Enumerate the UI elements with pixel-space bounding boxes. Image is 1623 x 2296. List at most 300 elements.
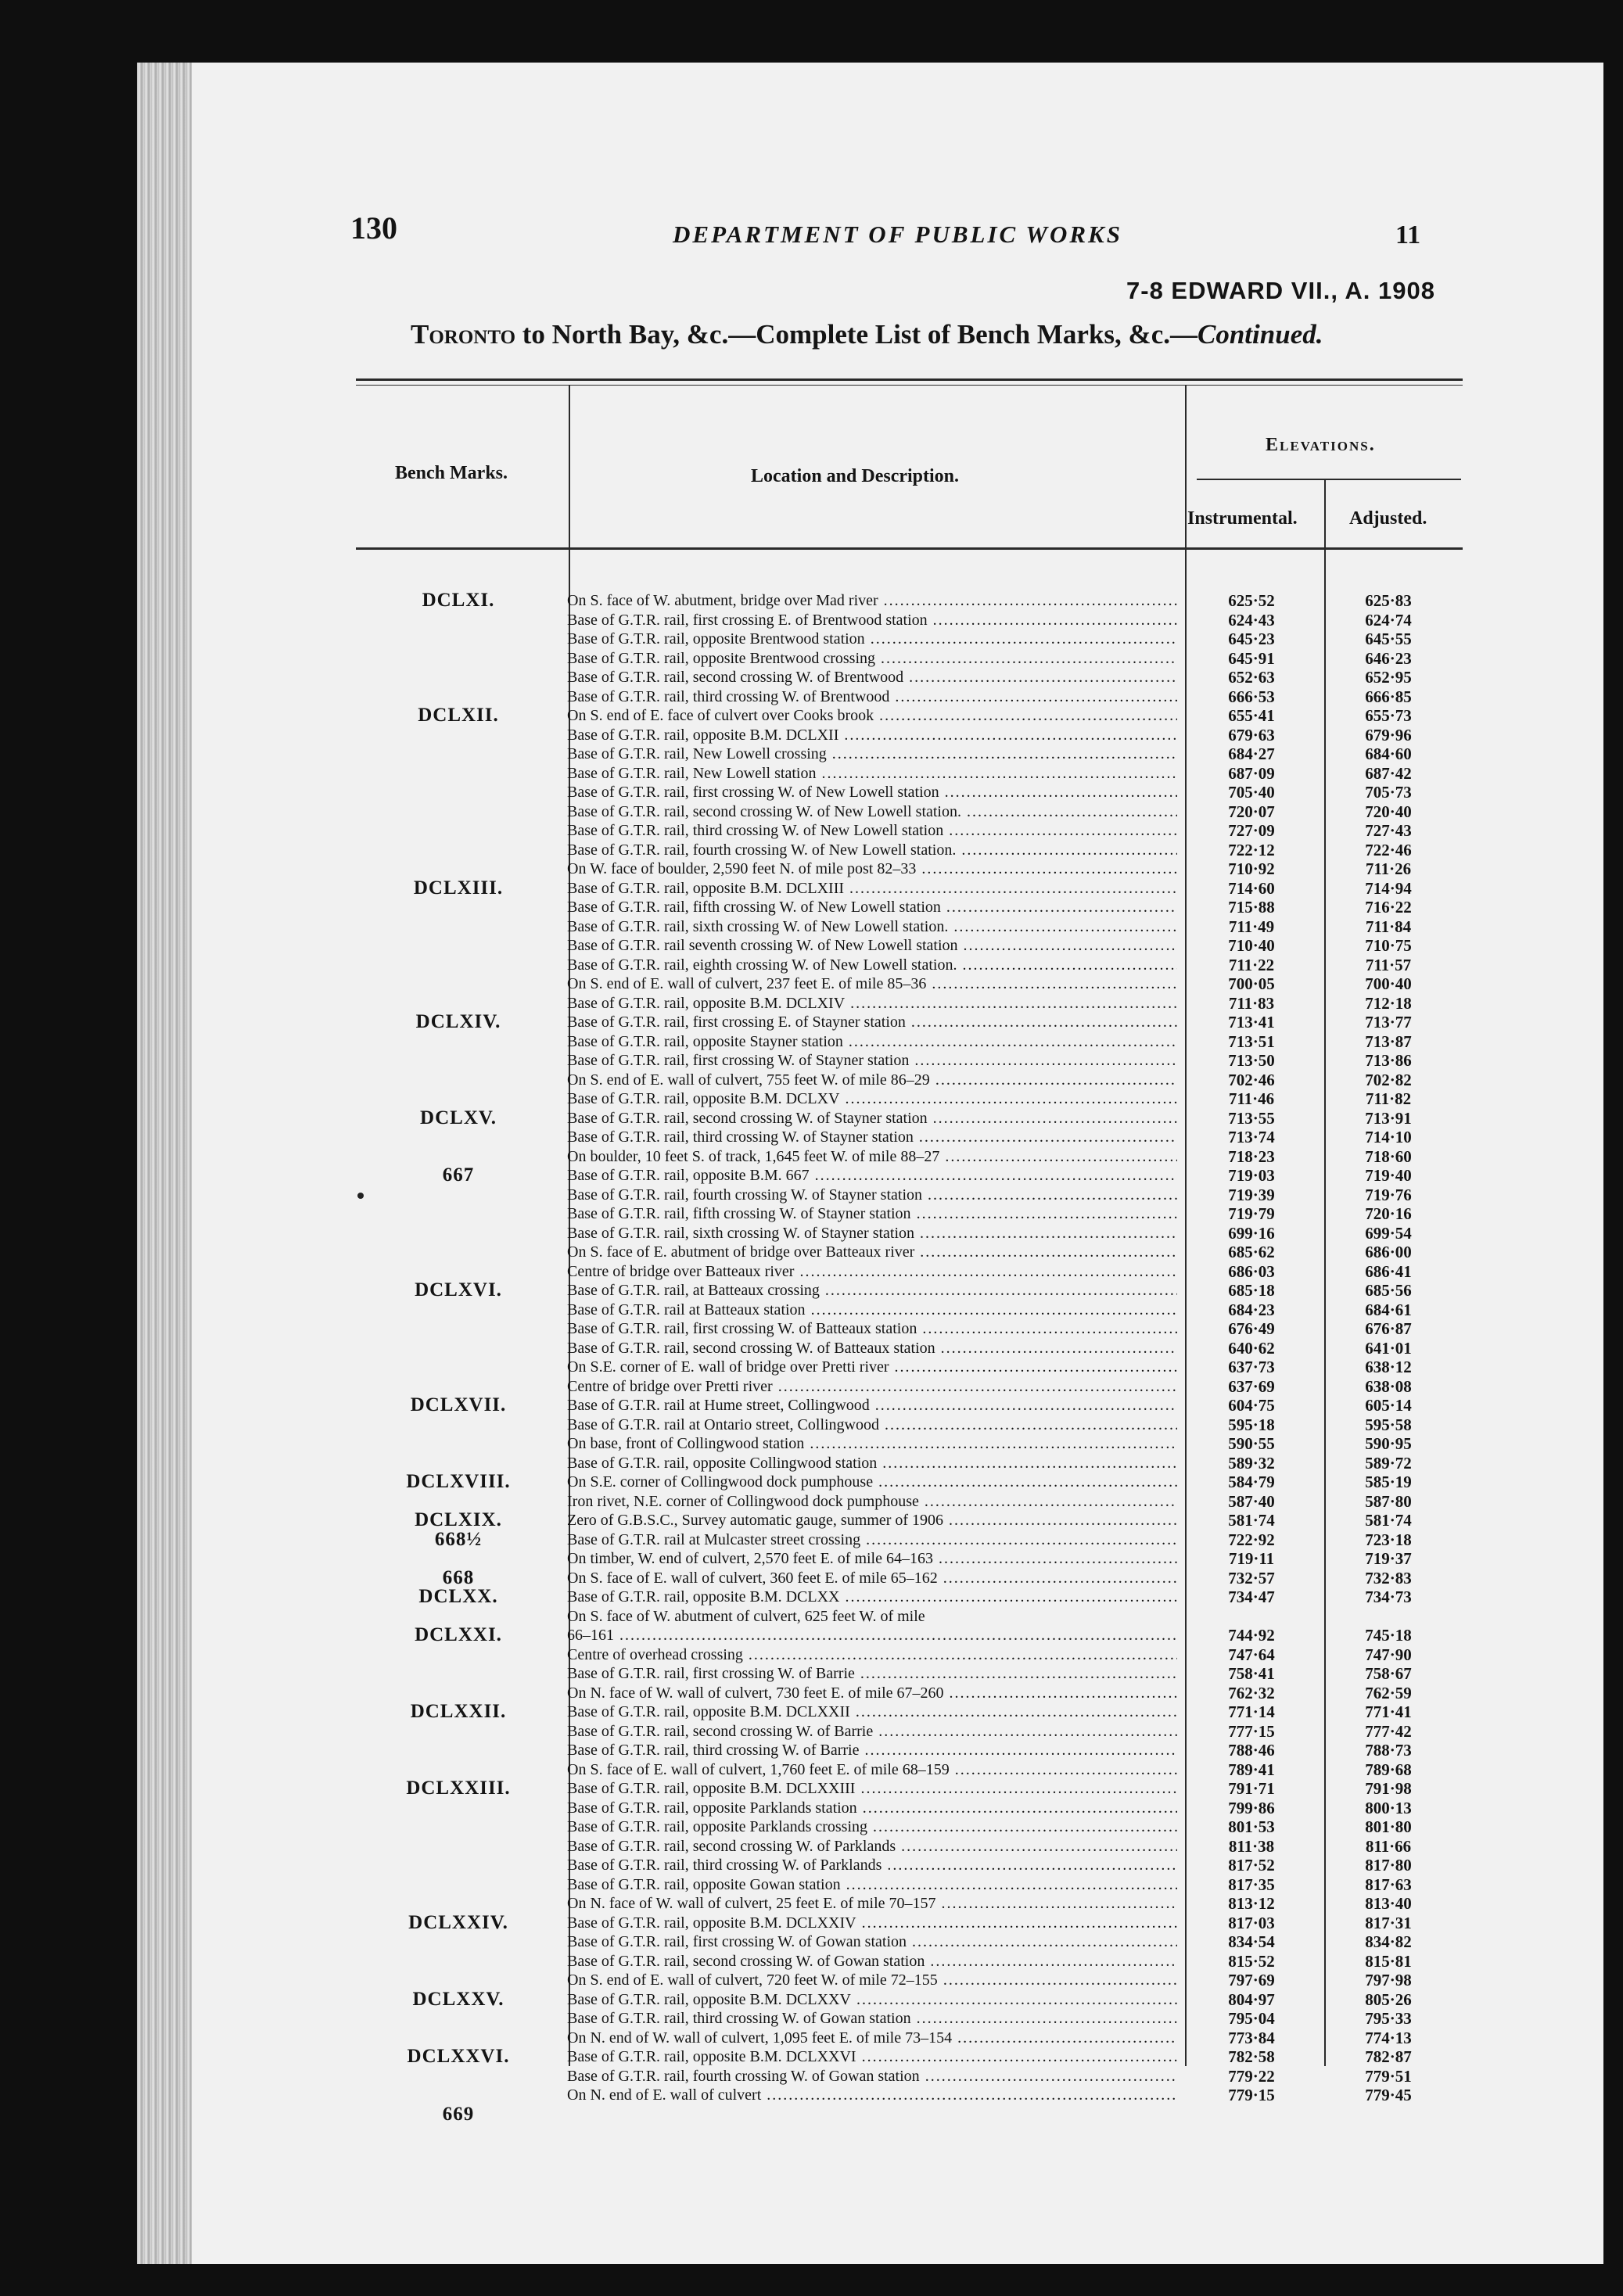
table-row [567, 1587, 1467, 1607]
location-description: Base of G.T.R. rail, opposite B.M. DCLXXIV ..... [567, 1914, 1177, 1933]
instrumental-elevation: 711·83 [1228, 993, 1275, 1013]
bench-mark-label: 668½ [434, 1528, 483, 1550]
table-row [567, 1932, 1467, 1952]
caption-continued: Continued. [1198, 319, 1323, 350]
adjusted-elevation: 713·87 [1365, 1031, 1412, 1051]
location-description: Base of G.T.R. rail, second crossing W. of Stayner station ..... [567, 1109, 1177, 1128]
instrumental-elevation: 710·40 [1228, 936, 1275, 955]
instrumental-elevation: 711·49 [1228, 917, 1275, 936]
location-description: Base of G.T.R. rail, first crossing W. of Barrie ..... [567, 1664, 1177, 1684]
location-description: Base of G.T.R. rail seventh crossing W. of New Lowell station ..... [567, 936, 1177, 956]
table-row [567, 1779, 1467, 1799]
table-row [567, 1549, 1467, 1569]
adjusted-elevation: 655·73 [1365, 706, 1412, 725]
stray-ink-dot [357, 1193, 364, 1199]
table-row [567, 2009, 1467, 2029]
adjusted-elevation: 805·26 [1365, 1989, 1412, 2009]
adjusted-elevation: 685·56 [1365, 1281, 1412, 1300]
location-description: Base of G.T.R. rail, first crossing E. of Stayner station ..... [567, 1013, 1177, 1032]
location-description: Base of G.T.R. rail, opposite B.M. DCLXII ..... [567, 726, 1177, 745]
adjusted-elevation: 758·67 [1365, 1664, 1412, 1683]
location-description: 66–161 ..... [567, 1626, 1177, 1645]
instrumental-elevation: 817·03 [1228, 1913, 1275, 1932]
adjusted-elevation: 711·82 [1365, 1089, 1412, 1108]
instrumental-elevation: 719·03 [1228, 1166, 1275, 1185]
instrumental-elevation: 734·47 [1228, 1587, 1275, 1606]
table-row [567, 1837, 1467, 1857]
adjusted-elevation: 684·60 [1365, 744, 1412, 763]
table-row [567, 879, 1467, 899]
adjusted-elevation: 782·87 [1365, 2047, 1412, 2066]
table-row [567, 936, 1467, 956]
location-description: Base of G.T.R. rail, third crossing W. of Barrie ..... [567, 1741, 1177, 1760]
location-description: On S. face of E. abutment of bridge over Batteaux river ..... [567, 1243, 1177, 1262]
instrumental-elevation: 686·03 [1228, 1261, 1275, 1281]
adjusted-elevation: 585·19 [1365, 1473, 1412, 1491]
instrumental-elevation: 777·15 [1228, 1721, 1275, 1741]
table-row [567, 611, 1467, 630]
instrumental-elevation: 652·63 [1228, 668, 1275, 687]
adjusted-elevation: 587·80 [1365, 1491, 1412, 1511]
adjusted-elevation: 834·82 [1365, 1932, 1412, 1951]
instrumental-elevation: 719·11 [1228, 1549, 1275, 1568]
table-row [567, 974, 1467, 994]
adjusted-elevation: 624·74 [1365, 610, 1412, 630]
bench-mark-label: DCLXVI. [415, 1279, 502, 1300]
instrumental-elevation: 795·04 [1228, 2009, 1275, 2028]
header-bottom-rule [356, 547, 1463, 550]
location-description: On S. end of E. wall of culvert, 237 feet E. of mile 85–36 ..... [567, 974, 1177, 994]
instrumental-elevation: 637·73 [1228, 1358, 1275, 1376]
table-caption [411, 319, 1323, 350]
table-row [567, 726, 1467, 745]
table-row [567, 859, 1467, 879]
adjusted-elevation: 581·74 [1365, 1511, 1412, 1530]
instrumental-elevation: 732·57 [1228, 1568, 1275, 1587]
instrumental-elevation: 700·05 [1228, 974, 1275, 993]
page-stack-edge [137, 63, 192, 2264]
location-description: Base of G.T.R. rail, opposite B.M. DCLXXV ..... [567, 1990, 1177, 2010]
table-row [567, 1492, 1467, 1512]
table-row [567, 1799, 1467, 1818]
location-description: Base of G.T.R. rail, second crossing W. of Brentwood ..... [567, 668, 1177, 687]
bench-mark-label: DCLXXI. [415, 1624, 502, 1645]
instrumental-elevation: 715·88 [1228, 898, 1275, 917]
adjusted-elevation: 666·85 [1365, 687, 1412, 706]
column-header-adjusted: Adjusted. [1349, 508, 1427, 529]
instrumental-elevation: 714·60 [1228, 878, 1275, 898]
adjusted-elevation: 676·87 [1365, 1319, 1412, 1338]
adjusted-elevation: 718·60 [1365, 1146, 1412, 1166]
table-row [567, 2047, 1467, 2067]
adjusted-elevation: 779·45 [1365, 2086, 1412, 2104]
table-row [567, 744, 1467, 764]
adjusted-elevation: 719·76 [1365, 1185, 1412, 1204]
table-row [567, 687, 1467, 707]
location-description: Base of G.T.R. rail at Mulcaster street crossing ..... [567, 1530, 1177, 1550]
adjusted-elevation: 714·94 [1365, 878, 1412, 898]
instrumental-elevation: 640·62 [1228, 1338, 1275, 1358]
adjusted-elevation: 813·40 [1365, 1894, 1412, 1913]
table-row [567, 2067, 1467, 2086]
table-row [567, 649, 1467, 669]
table-row [567, 1415, 1467, 1435]
adjusted-elevation: 638·12 [1365, 1358, 1412, 1376]
adjusted-elevation: 638·08 [1365, 1376, 1412, 1396]
adjusted-elevation: 652·95 [1365, 668, 1412, 687]
adjusted-elevation: 788·73 [1365, 1741, 1412, 1760]
regnal-year: 7-8 EDWARD VII., A. 1908 [1126, 277, 1435, 304]
elevations-rule [1197, 479, 1461, 480]
adjusted-elevation: 719·40 [1365, 1166, 1412, 1185]
table-row [567, 1300, 1467, 1320]
adjusted-elevation: 720·16 [1365, 1204, 1412, 1223]
table-row [567, 1281, 1467, 1300]
table-row [567, 1626, 1467, 1645]
location-description: Base of G.T.R. rail, opposite B.M. 667 ..... [567, 1166, 1177, 1186]
instrumental-elevation: 791·71 [1228, 1779, 1275, 1798]
location-description: Base of G.T.R. rail, opposite B.M. DCLXXII ..... [567, 1702, 1177, 1722]
location-description: Base of G.T.R. rail, third crossing W. of Gowan station ..... [567, 2009, 1177, 2029]
location-description: On S. face of W. abutment, bridge over Mad river ..... [567, 591, 1177, 611]
table-row [567, 1722, 1467, 1742]
adjusted-elevation: 700·40 [1365, 974, 1412, 993]
table-row [567, 1914, 1467, 1933]
location-description: Base of G.T.R. rail, second crossing W. of Gowan station ..... [567, 1952, 1177, 1971]
location-description: On timber, W. end of culvert, 2,570 feet E. of mile 64–163 ..... [567, 1549, 1177, 1569]
instrumental-elevation: 589·32 [1228, 1453, 1275, 1473]
bench-mark-label: DCLXII. [418, 705, 499, 726]
location-description: Base of G.T.R. rail, fifth crossing W. of New Lowell station ..... [567, 898, 1177, 917]
adjusted-elevation: 800·13 [1365, 1798, 1412, 1817]
instrumental-elevation: 711·22 [1228, 955, 1275, 974]
sessional-paper-number: 11 [1395, 221, 1421, 249]
table-row [567, 1684, 1467, 1703]
table-row [567, 630, 1467, 649]
adjusted-elevation: 714·10 [1365, 1128, 1412, 1146]
adjusted-elevation: 646·23 [1365, 648, 1412, 668]
location-description: Base of G.T.R. rail, opposite Stayner station ..... [567, 1032, 1177, 1052]
instrumental-elevation: 713·50 [1228, 1051, 1275, 1070]
table-row [567, 841, 1467, 860]
adjusted-elevation: 590·95 [1365, 1434, 1412, 1453]
location-description: Base of G.T.R. rail, opposite B.M. DCLXV ..... [567, 1089, 1177, 1109]
location-description: On N. end of E. wall of culvert ..... [567, 2086, 1177, 2105]
table-row [567, 1013, 1467, 1032]
adjusted-elevation: 797·98 [1365, 1971, 1412, 1989]
instrumental-elevation: 711·46 [1228, 1089, 1275, 1108]
table-row [567, 1856, 1467, 1875]
table-row [567, 1377, 1467, 1397]
adjusted-elevation: 711·84 [1365, 917, 1412, 936]
top-rule-thin [356, 385, 1463, 386]
instrumental-elevation: 771·14 [1228, 1702, 1275, 1721]
adjusted-elevation: 815·81 [1365, 1951, 1412, 1971]
adjusted-elevation: 732·83 [1365, 1568, 1412, 1587]
location-description: Base of G.T.R. rail, first crossing E. of Brentwood station ..... [567, 611, 1177, 630]
instrumental-elevation: 727·09 [1228, 821, 1275, 840]
adjusted-elevation: 686·41 [1365, 1261, 1412, 1281]
adjusted-elevation: 687·42 [1365, 763, 1412, 783]
instrumental-elevation: 773·84 [1228, 2028, 1275, 2047]
location-description: Zero of G.B.S.C., Survey automatic gauge, summer of 1906 ..... [567, 1511, 1177, 1530]
instrumental-elevation: 744·92 [1228, 1626, 1275, 1645]
adjusted-elevation: 791·98 [1365, 1779, 1412, 1798]
instrumental-elevation: 637·69 [1228, 1376, 1275, 1396]
location-description: Base of G.T.R. rail, fourth crossing W. of Stayner station ..... [567, 1186, 1177, 1205]
location-description: Base of G.T.R. rail, sixth crossing W. of Stayner station ..... [567, 1224, 1177, 1243]
table-row [567, 1952, 1467, 1971]
table-row [567, 1569, 1467, 1588]
caption-route: Toronto [411, 319, 516, 350]
location-description: Base of G.T.R. rail, first crossing W. of Stayner station ..... [567, 1051, 1177, 1071]
adjusted-elevation: 589·72 [1365, 1453, 1412, 1473]
location-description: Base of G.T.R. rail, opposite Gowan station ..... [567, 1875, 1177, 1895]
bench-mark-label: DCLXX. [418, 1586, 498, 1607]
instrumental-elevation: 684·27 [1228, 744, 1275, 763]
instrumental-elevation: 718·23 [1228, 1146, 1275, 1166]
table-row [567, 1204, 1467, 1224]
location-description: Base of G.T.R. rail, third crossing W. of Brentwood ..... [567, 687, 1177, 707]
column-header-instrumental: Instrumental. [1187, 508, 1298, 529]
adjusted-elevation: 734·73 [1365, 1587, 1412, 1606]
bench-mark-label: DCLXXIII. [406, 1778, 511, 1799]
instrumental-elevation: 687·09 [1228, 763, 1275, 783]
instrumental-elevation: 699·16 [1228, 1223, 1275, 1243]
location-description: On S.E. corner of E. wall of bridge over Pretti river ..... [567, 1358, 1177, 1377]
adjusted-elevation: 711·26 [1365, 859, 1412, 878]
adjusted-elevation: 712·18 [1365, 993, 1412, 1013]
table-row [567, 1032, 1467, 1052]
instrumental-elevation: 676·49 [1228, 1319, 1275, 1338]
instrumental-elevation: 817·52 [1228, 1856, 1275, 1874]
table-row [567, 1607, 1467, 1627]
location-description: Base of G.T.R. rail, opposite Parklands crossing ..... [567, 1817, 1177, 1837]
bench-mark-label: DCLXVIII. [406, 1471, 511, 1492]
location-description: Base of G.T.R. rail, fourth crossing W. of New Lowell station. ..... [567, 841, 1177, 860]
instrumental-elevation: 815·52 [1228, 1951, 1275, 1971]
table-row [567, 668, 1467, 687]
instrumental-elevation: 590·55 [1228, 1434, 1275, 1453]
adjusted-elevation: 595·58 [1365, 1415, 1412, 1434]
location-description: Base of G.T.R. rail, New Lowell station ..... [567, 764, 1177, 784]
location-description: On S. face of E. wall of culvert, 1,760 feet E. of mile 68–159 ..... [567, 1760, 1177, 1780]
table-row [567, 1702, 1467, 1722]
table-row [567, 1741, 1467, 1760]
adjusted-elevation: 817·63 [1365, 1874, 1412, 1894]
instrumental-elevation: 587·40 [1228, 1491, 1275, 1511]
table-row [567, 1760, 1467, 1780]
column-header-bench-marks: Bench Marks. [395, 463, 508, 483]
adjusted-elevation: 713·77 [1365, 1013, 1412, 1031]
location-description: Base of G.T.R. rail at Batteaux station ..... [567, 1300, 1177, 1320]
location-description: Base of G.T.R. rail, second crossing W. of Barrie ..... [567, 1722, 1177, 1742]
location-description: Base of G.T.R. rail, opposite B.M. DCLXIV ..... [567, 994, 1177, 1013]
location-description: On N. face of W. wall of culvert, 730 feet E. of mile 67–260 ..... [567, 1684, 1177, 1703]
instrumental-elevation: 799·86 [1228, 1798, 1275, 1817]
adjusted-elevation: 811·66 [1365, 1836, 1412, 1856]
bench-mark-label: DCLXV. [420, 1107, 497, 1128]
table-row [567, 2086, 1467, 2105]
location-description: Base of G.T.R. rail, opposite Brentwood station ..... [567, 630, 1177, 649]
bench-mark-label: DCLXI. [422, 590, 495, 611]
location-description: Base of G.T.R. rail, opposite Parklands station ..... [567, 1799, 1177, 1818]
location-description: Base of G.T.R. rail, second crossing W. of Parklands ..... [567, 1837, 1177, 1857]
adjusted-elevation: 723·18 [1365, 1530, 1412, 1549]
instrumental-elevation: 779·15 [1228, 2086, 1275, 2104]
table-row [567, 1530, 1467, 1550]
table-row [567, 1664, 1467, 1684]
location-description: Base of G.T.R. rail, sixth crossing W. of New Lowell station. ..... [567, 917, 1177, 937]
adjusted-elevation: 774·13 [1365, 2028, 1412, 2047]
adjusted-elevation: 645·55 [1365, 630, 1412, 648]
instrumental-elevation: 782·58 [1228, 2047, 1275, 2066]
table-row [567, 821, 1467, 841]
instrumental-elevation: 747·64 [1228, 1645, 1275, 1664]
adjusted-elevation: 801·80 [1365, 1817, 1412, 1836]
table-row [567, 802, 1467, 822]
location-description: Base of G.T.R. rail, opposite B.M. DCLXIII ..... [567, 879, 1177, 899]
table-row [567, 1434, 1467, 1454]
bench-mark-table-body [567, 591, 1467, 2105]
table-row [567, 1645, 1467, 1665]
adjusted-elevation: 641·01 [1365, 1338, 1412, 1358]
table-row [567, 1396, 1467, 1415]
location-description: Centre of bridge over Pretti river ..... [567, 1377, 1177, 1397]
location-description: Base of G.T.R. rail at Ontario street, Collingwood ..... [567, 1415, 1177, 1435]
adjusted-elevation: 716·22 [1365, 898, 1412, 917]
table-row [567, 2029, 1467, 2048]
table-row [567, 1990, 1467, 2010]
instrumental-elevation: 720·07 [1228, 802, 1275, 821]
location-description: Base of G.T.R. rail, at Batteaux crossing ..... [567, 1281, 1177, 1300]
location-description: Base of G.T.R. rail at Hume street, Collingwood ..... [567, 1396, 1177, 1415]
location-description: Base of G.T.R. rail, fifth crossing W. of Stayner station ..... [567, 1204, 1177, 1224]
instrumental-elevation: 801·53 [1228, 1817, 1275, 1836]
table-row [567, 898, 1467, 917]
table-row [567, 706, 1467, 726]
adjusted-elevation: 745·18 [1365, 1626, 1412, 1645]
location-description: On W. face of boulder, 2,590 feet N. of mile post 82–33 ..... [567, 859, 1177, 879]
location-description: Base of G.T.R. rail, second crossing W. of New Lowell station. ..... [567, 802, 1177, 822]
adjusted-elevation: 779·51 [1365, 2066, 1412, 2086]
adjusted-elevation: 686·00 [1365, 1243, 1412, 1261]
location-description: Base of G.T.R. rail, opposite Brentwood crossing ..... [567, 649, 1177, 669]
instrumental-elevation: 817·35 [1228, 1874, 1275, 1894]
location-description: Base of G.T.R. rail, New Lowell crossing ..... [567, 744, 1177, 764]
adjusted-elevation: 605·14 [1365, 1396, 1412, 1415]
table-row [567, 1243, 1467, 1262]
instrumental-elevation: 705·40 [1228, 783, 1275, 802]
running-title: DEPARTMENT OF PUBLIC WORKS [673, 221, 1122, 248]
adjusted-elevation: 777·42 [1365, 1721, 1412, 1741]
table-row [567, 591, 1467, 611]
location-description: Base of G.T.R. rail, eighth crossing W. of New Lowell station. ..... [567, 956, 1177, 975]
location-description: On S.E. corner of Collingwood dock pumphouse ..... [567, 1473, 1177, 1492]
adjusted-elevation: 711·57 [1365, 955, 1412, 974]
location-description: On S. face of W. abutment of culvert, 625 feet W. of mile [567, 1607, 925, 1625]
location-description: Centre of overhead crossing ..... [567, 1645, 1177, 1665]
table-row [567, 1817, 1467, 1837]
bench-mark-label: DCLXXVI. [407, 2046, 510, 2067]
adjusted-elevation: 789·68 [1365, 1760, 1412, 1779]
instrumental-elevation: 702·46 [1228, 1070, 1275, 1089]
adjusted-elevation: 710·75 [1365, 936, 1412, 955]
table-row [567, 1875, 1467, 1895]
column-header-elevations: Elevations. [1266, 435, 1376, 455]
location-description: Base of G.T.R. rail, third crossing W. of Parklands ..... [567, 1856, 1177, 1875]
table-row [567, 1186, 1467, 1205]
location-description: Iron rivet, N.E. corner of Collingwood dock pumphouse ..... [567, 1492, 1177, 1512]
instrumental-elevation: 722·12 [1228, 840, 1275, 859]
location-description: On S. end of E. wall of culvert, 720 feet W. of mile 72–155 ..... [567, 1971, 1177, 1990]
table-row [567, 917, 1467, 937]
table-row [567, 783, 1467, 802]
location-description: On N. face of W. wall of culvert, 25 feet E. of mile 70–157 ..... [567, 1894, 1177, 1914]
table-row [567, 1051, 1467, 1071]
table-row [567, 1071, 1467, 1090]
page-number: 130 [350, 210, 397, 246]
table-row [567, 1128, 1467, 1147]
location-description: Base of G.T.R. rail, opposite B.M. DCLXXIII ..... [567, 1779, 1177, 1799]
table-row [567, 1454, 1467, 1473]
table-row [567, 1511, 1467, 1530]
adjusted-elevation: 727·43 [1365, 821, 1412, 840]
adjusted-elevation: 679·96 [1365, 725, 1412, 744]
bench-mark-label: DCLXXII. [410, 1701, 507, 1722]
instrumental-elevation: 789·41 [1228, 1760, 1275, 1779]
instrumental-elevation: 713·55 [1228, 1108, 1275, 1128]
location-description: Base of G.T.R. rail, opposite B.M. DCLXX ..... [567, 1587, 1177, 1607]
table-row [567, 1358, 1467, 1377]
table-row [567, 956, 1467, 975]
location-description: On S. face of E. wall of culvert, 360 feet E. of mile 65–162 ..... [567, 1569, 1177, 1588]
table-row [567, 1339, 1467, 1358]
instrumental-elevation: 684·23 [1228, 1300, 1275, 1319]
instrumental-elevation: 645·23 [1228, 630, 1275, 648]
column-header-location: Location and Description. [751, 466, 960, 486]
instrumental-elevation: 722·92 [1228, 1530, 1275, 1549]
instrumental-elevation: 719·39 [1228, 1185, 1275, 1204]
adjusted-elevation: 625·83 [1365, 591, 1412, 610]
table-row [567, 1147, 1467, 1167]
instrumental-elevation: 710·92 [1228, 859, 1275, 878]
table-row [567, 1319, 1467, 1339]
location-description: Base of G.T.R. rail, opposite Collingwood station ..... [567, 1454, 1177, 1473]
table-row [567, 1894, 1467, 1914]
table-row [567, 1473, 1467, 1492]
adjusted-elevation: 705·73 [1365, 783, 1412, 802]
location-description: Base of G.T.R. rail, first crossing W. of Gowan station ..... [567, 1932, 1177, 1952]
bench-mark-label: DCLXXIV. [408, 1911, 508, 1933]
table-row [567, 1109, 1467, 1128]
instrumental-elevation: 655·41 [1228, 706, 1275, 725]
location-description: On base, front of Collingwood station ..... [567, 1434, 1177, 1454]
table-row [567, 764, 1467, 784]
location-description: Base of G.T.R. rail, first crossing W. of Batteaux station ..... [567, 1319, 1177, 1339]
adjusted-elevation: 702·82 [1365, 1070, 1412, 1089]
instrumental-elevation: 604·75 [1228, 1396, 1275, 1415]
instrumental-elevation: 679·63 [1228, 725, 1275, 744]
location-description: Base of G.T.R. rail, second crossing W. of Batteaux station ..... [567, 1339, 1177, 1358]
instrumental-elevation: 713·51 [1228, 1031, 1275, 1051]
adjusted-elevation: 719·37 [1365, 1549, 1412, 1568]
location-description: Base of G.T.R. rail, third crossing W. of Stayner station ..... [567, 1128, 1177, 1147]
location-description: Base of G.T.R. rail, fourth crossing W. of Gowan station ..... [567, 2067, 1177, 2086]
bench-mark-label: DCLXXV. [412, 1988, 504, 2010]
location-description: On S. end of E. wall of culvert, 755 feet W. of mile 86–29 ..... [567, 1071, 1177, 1090]
table-row [567, 1262, 1467, 1282]
